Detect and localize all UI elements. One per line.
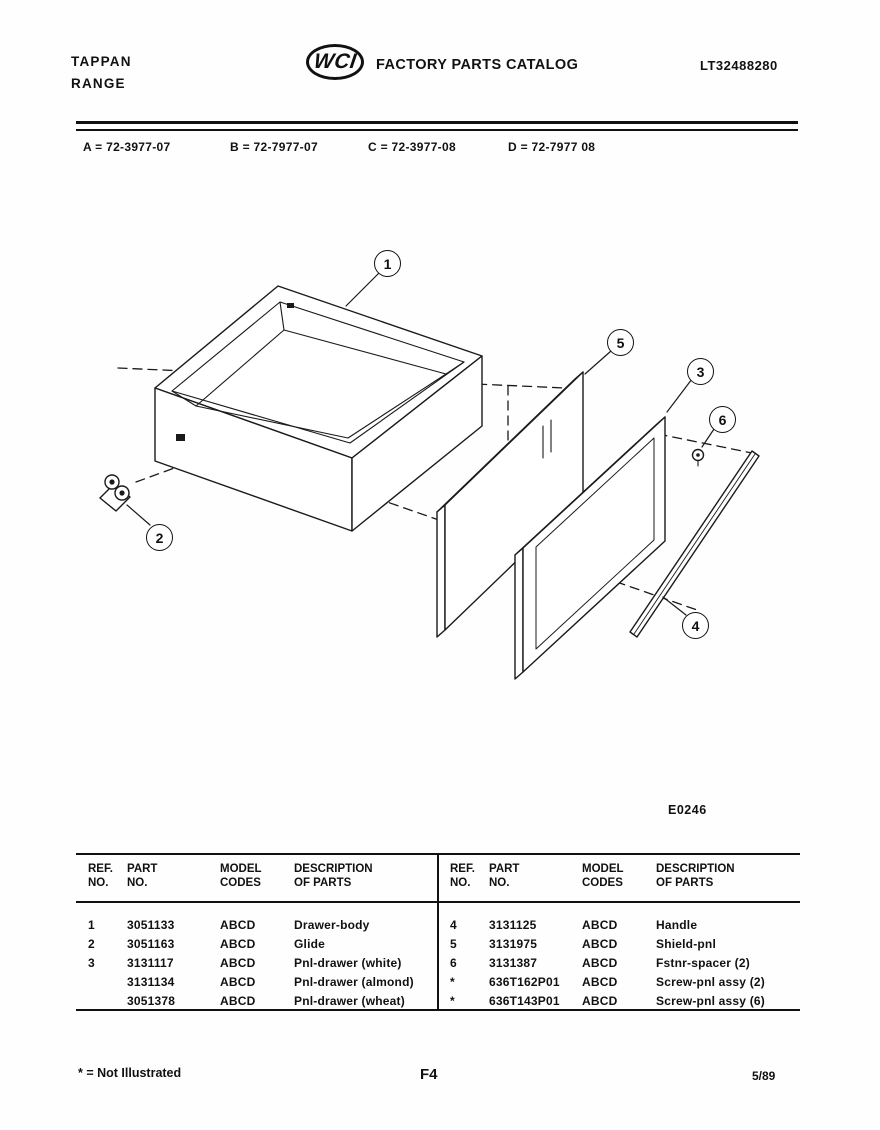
model-code-a: A = 72-3977-07: [83, 140, 171, 154]
cell-desc: Screw-pnl assy (2): [656, 975, 765, 989]
cell-desc: Fstnr-spacer (2): [656, 956, 750, 970]
col-header-desc: [294, 862, 438, 901]
col-header-line: MODEL: [220, 863, 262, 875]
cell-ref: [88, 994, 127, 1013]
col-header-ref: [88, 862, 127, 901]
cell-ref: 4: [450, 918, 457, 932]
col-header-ref: [450, 862, 489, 901]
table-row: [438, 956, 800, 975]
col-header-line: REF.: [450, 863, 475, 875]
col-header-part: [127, 862, 220, 901]
cell-ref: 3: [88, 956, 95, 970]
cell-codes: ABCD: [582, 918, 618, 932]
col-header-part: [489, 862, 582, 901]
wci-logo: [306, 44, 364, 80]
col-header-line: PART: [489, 863, 520, 875]
col-header-model: [582, 862, 656, 901]
cell-codes: ABCD: [220, 918, 256, 932]
col-header-line: DESCRIPTION: [294, 863, 373, 875]
table-row: [438, 937, 800, 956]
brand-line-1: TAPPAN: [71, 54, 132, 69]
page-number: F4: [420, 1066, 438, 1083]
cell-codes: ABCD: [582, 994, 618, 1008]
cell-desc: Glide: [294, 937, 326, 951]
callout-2: 2: [146, 524, 173, 551]
table-body-right: [438, 901, 800, 1013]
table-header-row: [438, 855, 800, 901]
cell-ref: 6: [450, 956, 457, 970]
brand-line-2: RANGE: [71, 76, 126, 91]
table-row: [76, 975, 438, 994]
col-header-desc: [656, 862, 800, 901]
cell-codes: ABCD: [582, 956, 618, 970]
cell-part: 3131134: [127, 975, 175, 989]
cell-desc: Drawer-body: [294, 918, 370, 932]
col-header-line: NO.: [127, 877, 148, 889]
header-rule-thin: [76, 129, 798, 131]
cell-codes: ABCD: [220, 956, 256, 970]
col-header-line: NO.: [489, 877, 510, 889]
table-row: [76, 918, 438, 937]
cell-desc: Pnl-drawer (wheat): [294, 994, 405, 1008]
cell-part: 3131387: [489, 956, 538, 970]
cell-codes: ABCD: [220, 975, 256, 989]
callout-4: 4: [682, 612, 709, 639]
cell-ref: [88, 975, 127, 994]
drawer-body-shape: [155, 286, 482, 531]
cell-desc: Pnl-drawer (almond): [294, 975, 414, 989]
cell-part: 636T162P01: [489, 975, 560, 989]
parts-table: [76, 853, 800, 1011]
catalog-title: FACTORY PARTS CATALOG: [376, 57, 579, 73]
cell-ref: *: [450, 975, 455, 989]
parts-table-right-half: [438, 855, 800, 1009]
table-row: [76, 937, 438, 956]
cell-codes: ABCD: [220, 937, 256, 951]
header-rule-thick: [76, 121, 798, 124]
cell-ref: 2: [88, 937, 95, 951]
col-header-line: REF.: [88, 863, 113, 875]
brand-name: [71, 51, 132, 95]
parts-table-left-half: [76, 855, 438, 1009]
cell-part: 3131975: [489, 937, 538, 951]
cell-part: 636T143P01: [489, 994, 560, 1008]
not-illustrated-note: * = Not Illustrated: [78, 1066, 182, 1080]
cell-codes: ABCD: [582, 975, 618, 989]
date-code: 5/89: [752, 1069, 776, 1083]
cell-desc: Shield-pnl: [656, 937, 716, 951]
cell-part: 3131117: [127, 956, 174, 970]
figure-code: E0246: [668, 803, 707, 817]
model-code-b: B = 72-7977-07: [230, 140, 318, 154]
callout-3: 3: [687, 358, 714, 385]
model-code-d: D = 72-7977 08: [508, 140, 596, 154]
table-body-left: [76, 901, 438, 1013]
table-row: [76, 994, 438, 1013]
col-header-line: NO.: [450, 877, 471, 889]
cell-desc: Pnl-drawer (white): [294, 956, 402, 970]
col-header-line: CODES: [220, 877, 261, 889]
col-header-line: CODES: [582, 877, 623, 889]
col-header-line: NO.: [88, 877, 109, 889]
table-row: [438, 975, 800, 994]
wci-logo-text: WCI: [312, 50, 358, 73]
callout-1: 1: [374, 250, 401, 277]
table-header-row: [76, 855, 438, 901]
col-header-line: OF PARTS: [294, 877, 352, 889]
document-number: LT32488280: [700, 58, 778, 73]
cell-part: 3051378: [127, 994, 176, 1008]
col-header-model: [220, 862, 294, 901]
cell-desc: Handle: [656, 918, 698, 932]
col-header-line: MODEL: [582, 863, 624, 875]
cell-codes: ABCD: [582, 937, 618, 951]
exploded-drawer-diagram: [0, 198, 880, 838]
table-row: [76, 956, 438, 975]
cell-ref: 1: [88, 918, 95, 932]
cell-part: 3051133: [127, 918, 175, 932]
glide-shape: [100, 475, 130, 511]
callout-5: 5: [607, 329, 634, 356]
cell-ref: 5: [450, 937, 457, 951]
col-header-line: OF PARTS: [656, 877, 714, 889]
cell-codes: ABCD: [220, 994, 256, 1008]
cell-ref: *: [450, 994, 455, 1008]
table-row: [438, 994, 800, 1013]
cell-part: 3131125: [489, 918, 537, 932]
col-header-line: DESCRIPTION: [656, 863, 735, 875]
table-row: [438, 918, 800, 937]
cell-desc: Screw-pnl assy (6): [656, 994, 765, 1008]
col-header-line: PART: [127, 863, 158, 875]
model-code-c: C = 72-3977-08: [368, 140, 456, 154]
cell-part: 3051163: [127, 937, 175, 951]
spacer-shape: [693, 450, 704, 467]
callout-6: 6: [709, 406, 736, 433]
